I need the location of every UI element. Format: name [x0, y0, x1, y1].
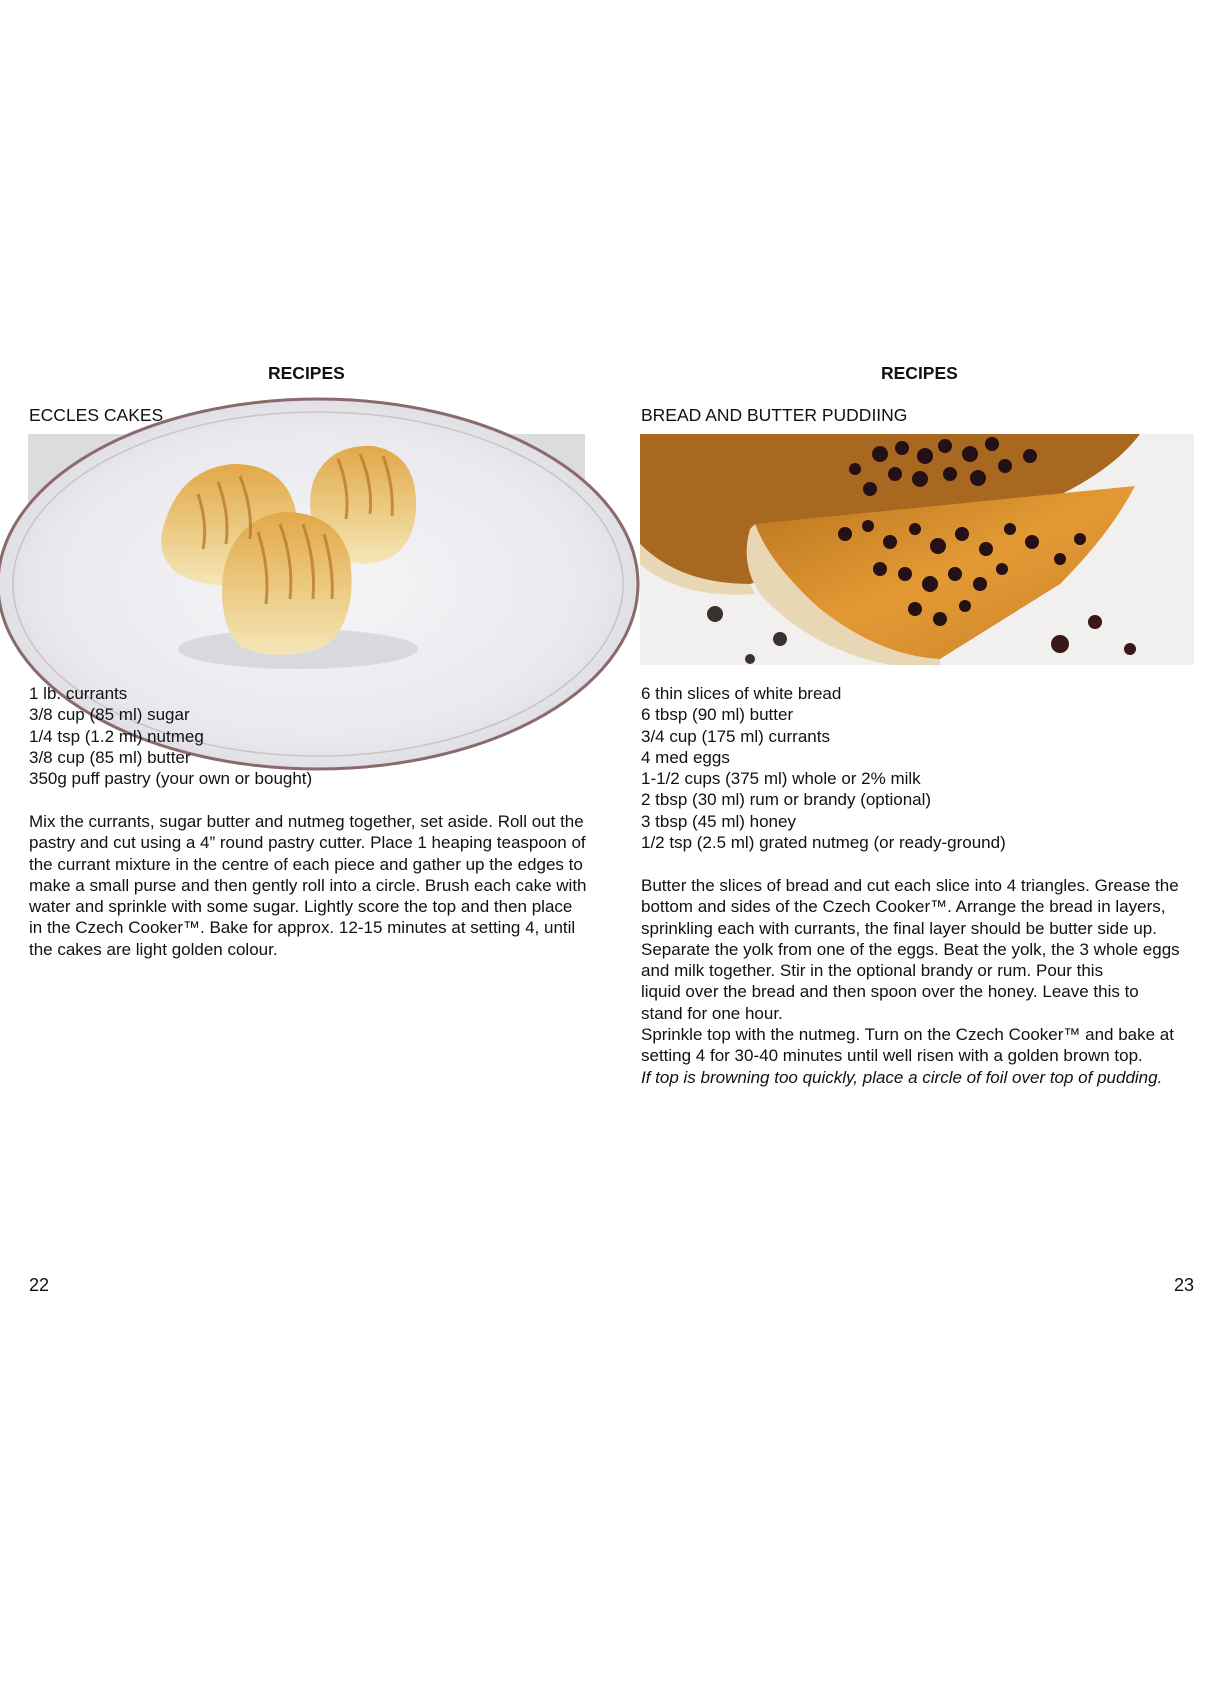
method-line: setting 4 for 30-40 minutes until well risen with a golden brown top.: [641, 1046, 1143, 1066]
ingredient-item: 4 med eggs: [641, 747, 730, 767]
page-heading: RECIPES: [881, 363, 958, 383]
ingredient-item: 1-1/2 cups (375 ml) whole or 2% milk: [641, 769, 921, 789]
method-line: Separate the yolk from one of the eggs. Beat the yolk, the 3 whole eggs: [641, 939, 1180, 959]
ingredient-item: 3/4 cup (175 ml) currants: [641, 726, 830, 746]
ingredient-item: 2 tbsp (30 ml) rum or brandy (optional): [641, 790, 932, 810]
method-line: and milk together. Stir in the optional brandy or rum. Pour this: [641, 961, 1104, 981]
ingredient-item: 3 tbsp (45 ml) honey: [641, 811, 796, 831]
page-heading: RECIPES: [268, 363, 345, 383]
method-line: sprinkling each with currants, the final layer should be butter side up.: [641, 918, 1157, 938]
method-paragraph: [641, 875, 1221, 1088]
ingredient-item: 3/8 cup (85 ml) butter: [29, 747, 191, 767]
ingredient-list: [29, 683, 312, 789]
recipe-title: BREAD AND BUTTER PUDDIING: [641, 405, 908, 425]
right-page: [600, 0, 1195, 1684]
ingredient-item: 1/4 tsp (1.2 ml) nutmeg: [29, 726, 204, 746]
page-number: 23: [1174, 1275, 1195, 1295]
recipe-title: ECCLES CAKES: [29, 405, 164, 425]
eccles-cakes-photo: [28, 434, 585, 665]
ingredient-item: 3/8 cup (85 ml) sugar: [29, 705, 190, 725]
bread-pudding-photo: [640, 434, 1194, 665]
page-number: 22: [29, 1275, 50, 1295]
ingredient-item: 1 lb. currants: [29, 684, 128, 703]
ingredient-item: 6 tbsp (90 ml) butter: [641, 705, 794, 725]
method-line: liquid over the bread and then spoon over the honey. Leave this to: [641, 982, 1139, 1002]
ingredient-item: 350g puff pastry (your own or bought): [29, 769, 313, 789]
ingredient-item: 1/2 tsp (2.5 ml) grated nutmeg (or ready-ground): [641, 833, 1006, 853]
cooking-tip: If top is browning too quickly, place a circle of foil over top of pudding.: [641, 1067, 1163, 1087]
method-paragraph: Mix the currants, sugar butter and nutmeg together, set aside. Roll out the pastry and cut using a 4” round pastry cutter. Place 1 heaping teaspoon of the currant mixture in the centre of each piece and gather up the edges to make a small purse and then gently roll into a circle. Brush each cake with water and sprinkle with some sugar. Lightly score the top and then place in the Czech Cooker™. Bake for approx. 12-15 minutes at setting 4, until the cakes are light golden colour.: [29, 812, 587, 959]
method-line: stand for one hour.: [641, 1003, 783, 1023]
ingredient-list: [641, 683, 1006, 853]
ingredient-item: 6 thin slices of white bread: [641, 684, 842, 703]
method-line: bottom and sides of the Czech Cooker™. Arrange the bread in layers,: [641, 897, 1166, 917]
left-page: [0, 0, 600, 1684]
method-line: Butter the slices of bread and cut each slice into 4 triangles. Grease the: [641, 876, 1179, 895]
eccles-cakes-image: [28, 434, 585, 665]
bread-pudding-image: [640, 434, 1194, 665]
method-line: Sprinkle top with the nutmeg. Turn on the Czech Cooker™ and bake at: [641, 1025, 1174, 1045]
